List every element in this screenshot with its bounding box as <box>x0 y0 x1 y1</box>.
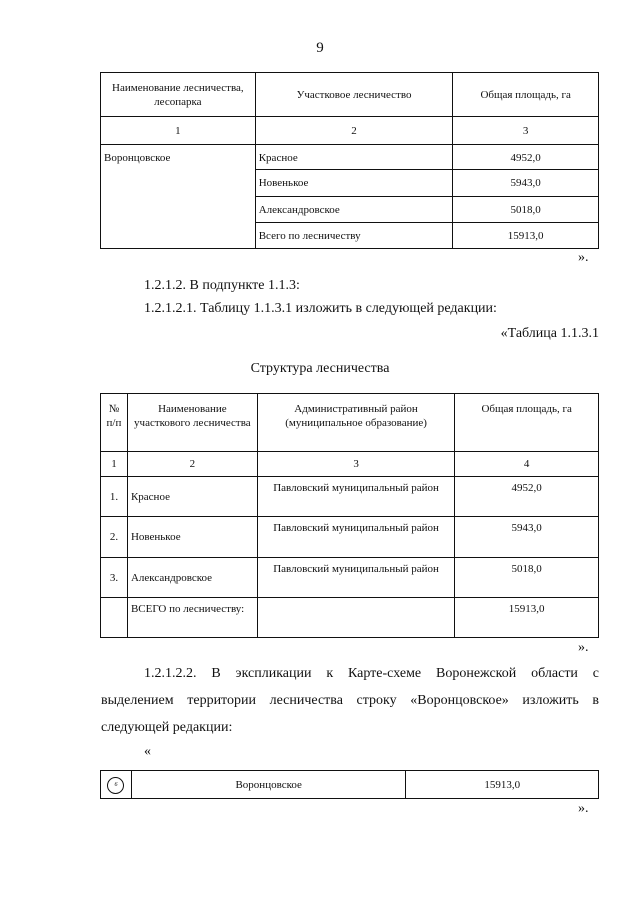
closing-quote: ». <box>578 250 589 265</box>
forestry-name-cell: Воронцовское <box>131 771 405 799</box>
district-forestry-cell: Александровское <box>255 197 453 223</box>
table-row <box>101 145 599 170</box>
district-cell: Павловский муниципальный район <box>257 558 455 598</box>
opening-quote: « <box>144 744 151 759</box>
paragraph-line: следующей редакции: <box>101 720 233 735</box>
table-header-row <box>101 394 599 452</box>
map-marker-cell <box>101 771 132 799</box>
paragraph-line: выделением территории лесничества строку «Воронцовское» изложить в <box>101 693 599 708</box>
column-header: Общая площадь, га <box>455 394 599 452</box>
column-number: 1 <box>101 452 128 477</box>
area-cell: 4952,0 <box>453 145 599 170</box>
area-cell: 15913,0 <box>406 771 599 799</box>
area-cell: 4952,0 <box>455 477 599 517</box>
closing-quote: ». <box>578 640 589 655</box>
column-number: 2 <box>255 117 453 145</box>
closing-quote: ». <box>578 801 589 816</box>
map-marker-icon: 6 <box>107 777 124 794</box>
table-label: «Таблица 1.1.3.1 <box>500 326 599 341</box>
column-number-row <box>101 117 599 145</box>
table-row <box>101 517 599 558</box>
column-header: Общая площадь, га <box>453 73 599 117</box>
column-number: 3 <box>257 452 455 477</box>
total-area-cell: 15913,0 <box>453 223 599 249</box>
column-number: 3 <box>453 117 599 145</box>
table-header-row <box>101 73 599 117</box>
table-forestry-structure <box>100 393 599 638</box>
total-area-cell: 15913,0 <box>455 598 599 638</box>
district-cell <box>257 598 455 638</box>
forestry-name-cell: Воронцовское <box>101 145 256 249</box>
district-forestry-cell: Красное <box>127 477 257 517</box>
table-row <box>101 477 599 517</box>
section-heading: 1.2.1.2. В подпункте 1.1.3: <box>144 278 300 293</box>
column-header: Участковое лесничество <box>255 73 453 117</box>
area-cell: 5943,0 <box>455 517 599 558</box>
row-number: 3. <box>101 558 128 598</box>
column-number: 4 <box>455 452 599 477</box>
table-total-row <box>101 598 599 638</box>
district-forestry-cell: Новенькое <box>127 517 257 558</box>
district-forestry-cell: Красное <box>255 145 453 170</box>
row-number: 1. <box>101 477 128 517</box>
column-number: 1 <box>101 117 256 145</box>
district-forestry-cell: Александровское <box>127 558 257 598</box>
column-number: 2 <box>127 452 257 477</box>
total-label-cell: ВСЕГО по лесничеству: <box>127 598 257 638</box>
table-legend-row <box>100 770 599 799</box>
district-forestry-cell: Новенькое <box>255 170 453 197</box>
table-row <box>101 558 599 598</box>
area-cell: 5018,0 <box>453 197 599 223</box>
table-row <box>101 771 599 799</box>
district-cell: Павловский муниципальный район <box>257 477 455 517</box>
column-header: Административный район (муниципальное образование) <box>257 394 455 452</box>
section-heading: 1.2.1.2.1. Таблицу 1.1.3.1 изложить в следующей редакции: <box>144 301 497 316</box>
table-title: Структура лесничества <box>250 361 390 376</box>
row-number: 2. <box>101 517 128 558</box>
column-header: № п/п <box>101 394 128 452</box>
area-cell: 5018,0 <box>455 558 599 598</box>
column-header: Наименование лесничества, лесопарка <box>101 73 256 117</box>
total-label-cell: Всего по лесничеству <box>255 223 453 249</box>
paragraph-line: 1.2.1.2.2. В экспликации к Карте-схеме Воронежской области с <box>144 666 599 681</box>
column-number-row <box>101 452 599 477</box>
area-cell: 5943,0 <box>453 170 599 197</box>
column-header: Наименование участкового лесничества <box>127 394 257 452</box>
row-number <box>101 598 128 638</box>
page-number: 9 <box>316 40 324 56</box>
table-forestry-areas <box>100 72 599 249</box>
district-cell: Павловский муниципальный район <box>257 517 455 558</box>
